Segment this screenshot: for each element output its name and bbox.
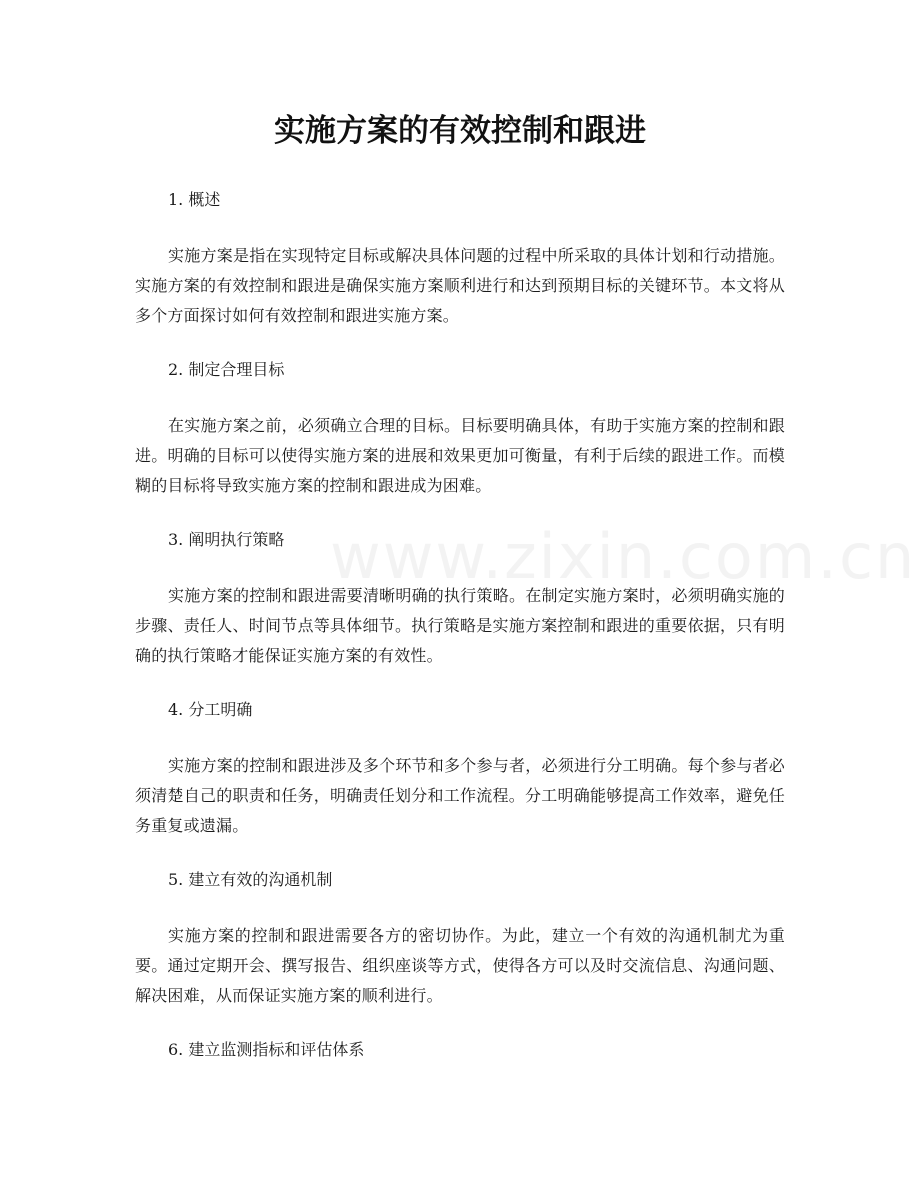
section-paragraph-1: 实施方案是指在实现特定目标或解决具体问题的过程中所采取的具体计划和行动措施。实施方案的有效控制和跟进是确保实施方案顺利进行和达到预期目标的关键环节。本文将从多个方面探讨如何有效控制和跟进实施方案。 bbox=[135, 246, 785, 325]
section-heading-5: 5. 建立有效的沟通机制 bbox=[168, 870, 333, 889]
section-paragraph-2: 在实施方案之前，必须确立合理的目标。目标要明确具体，有助于实施方案的控制和跟进。明确的目标可以使得实施方案的进展和效果更加可衡量，有利于后续的跟进工作。而模糊的目标将导致实施方案的控制和跟进成为困难。 bbox=[135, 416, 785, 495]
section-paragraph-3: 实施方案的控制和跟进需要清晰明确的执行策略。在制定实施方案时，必须明确实施的步骤、责任人、时间节点等具体细节。执行策略是实施方案控制和跟进的重要依据，只有明确的执行策略才能保证实施方案的有效性。 bbox=[135, 586, 785, 665]
section-paragraph-5: 实施方案的控制和跟进需要各方的密切协作。为此，建立一个有效的沟通机制尤为重要。通过定期开会、撰写报告、组织座谈等方式，使得各方可以及时交流信息、沟通问题、解决困难，从而保证实施方案的顺利进行。 bbox=[135, 926, 785, 1005]
section-paragraph-4: 实施方案的控制和跟进涉及多个环节和多个参与者，必须进行分工明确。每个参与者必须清楚自己的职责和任务，明确责任划分和工作流程。分工明确能够提高工作效率，避免任务重复或遗漏。 bbox=[135, 756, 785, 835]
section-heading-6: 6. 建立监测指标和评估体系 bbox=[168, 1040, 365, 1059]
section-heading-4: 4. 分工明确 bbox=[168, 700, 253, 719]
document-body bbox=[135, 183, 785, 1091]
section-heading-1: 1. 概述 bbox=[168, 190, 221, 209]
section-heading-2: 2. 制定合理目标 bbox=[168, 360, 285, 379]
section-heading-3: 3. 阐明执行策略 bbox=[168, 530, 285, 549]
watermark: www.zixin.com.cn bbox=[330, 520, 917, 593]
document-title: 实施方案的有效控制和跟进 bbox=[274, 113, 646, 149]
